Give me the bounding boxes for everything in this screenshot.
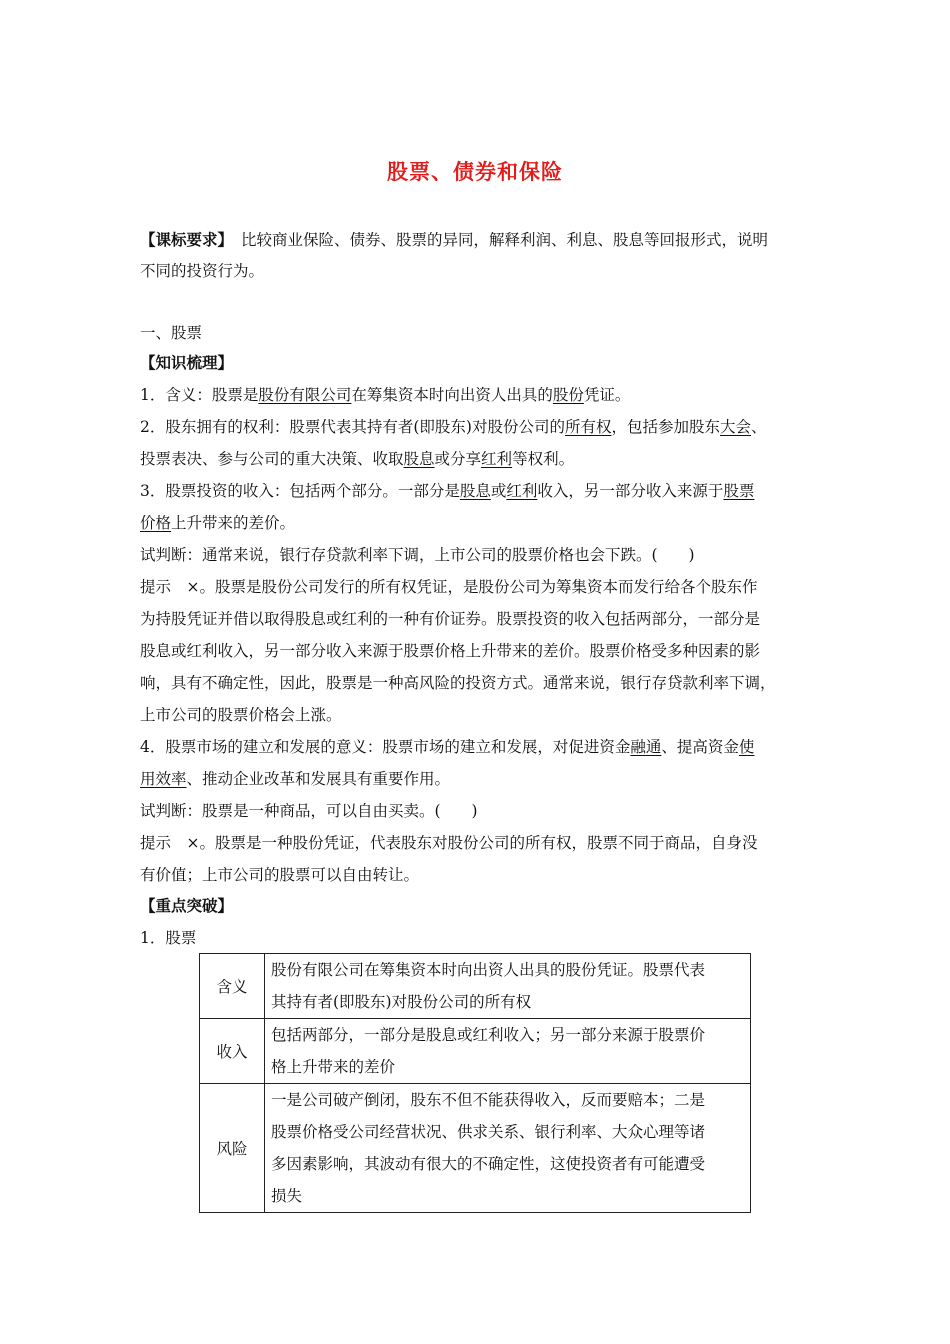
table-row: [200, 954, 751, 1019]
item-4-blank-2: 使: [738, 738, 755, 756]
hint-1-line-2: 为持股凭证并借以取得股息或红利的一种有价证券。股票投资的收入包括两部分，一部分是: [140, 610, 761, 628]
focus-heading: 【重点突破】: [140, 896, 234, 915]
requirement-label: 【课标要求】: [140, 230, 234, 249]
table-row: [200, 1019, 751, 1084]
item-3-text-a: 3．股票投资的收入：包括两个部分。一部分是: [140, 482, 460, 500]
item-2-text-f: 等权利。: [512, 450, 575, 468]
item-4-text-a: 4．股票市场的建立和发展的意义：股票市场的建立和发展，对促进资金: [140, 738, 631, 756]
item-4-text-c: 、推动企业改革和发展具有重要作用。: [186, 770, 451, 788]
item-3-blank-1: 股息: [459, 482, 491, 500]
item-2-text-d: 投票表决、参与公司的重大决策、收取: [140, 450, 404, 468]
item-3-line-1: [140, 481, 754, 501]
table-value-cell: [265, 1019, 751, 1084]
table-value-line: 股票价格受公司经营状况、供求关系、银行利率、大众心理等诸: [271, 1123, 706, 1141]
item-3-blank-2: 红利: [506, 482, 538, 500]
table-value-line: 其持有者(即股东)对股份公司的所有权: [271, 993, 532, 1011]
requirement-text-1: 比较商业保险、债券、股票的异同，解释利润、利息、股息等回报形式，说明: [241, 231, 769, 249]
item-4-line-1: [140, 737, 754, 757]
item-1-blank-2: 股份: [552, 386, 584, 404]
hint-2-line-1: 提示 ×。股票是一种股份凭证，代表股东对股份公司的所有权，股票不同于商品，自身没: [140, 834, 758, 852]
requirement-line-1: [140, 230, 768, 250]
item-4-blank-1: 融通: [630, 738, 662, 756]
table-value-line: 一是公司破产倒闭，股东不但不能获得收入，反而要赔本；二是: [271, 1091, 706, 1109]
table-value-line: 格上升带来的差价: [271, 1058, 396, 1076]
item-2-text-a: 2．股东拥有的权利：股票代表其持有者(即股东)对股份公司的: [140, 418, 565, 436]
table-value-line: 股份有限公司在筹集资本时向出资人出具的股份凭证。股票代表: [271, 961, 706, 979]
item-2-line-1: [140, 417, 767, 437]
table-value-line: 包括两部分，一部分是股息或红利收入；另一部分来源于股票价: [271, 1026, 706, 1044]
item-3-line-2: [140, 513, 295, 533]
table-value-line: 损失: [271, 1187, 303, 1205]
hint-1-line-3: 股息或红利收入，另一部分收入来源于股票价格上升带来的差价。股票价格受多种因素的影: [140, 642, 761, 660]
item-3-blank-3: 股票: [723, 482, 755, 500]
judge-2: 试判断：股票是一种商品，可以自由买卖。( ): [140, 802, 478, 820]
item-3-blank-4: 价格: [140, 514, 172, 532]
table-key-cell: 含义: [200, 954, 265, 1019]
table-key-cell: 收入: [200, 1019, 265, 1084]
item-1-text-a: 1．含义：股票是: [140, 386, 259, 404]
item-2-text-b: ，包括参加股东: [611, 418, 720, 436]
table-value-cell: [265, 954, 751, 1019]
item-2-text-e: 或分享: [434, 450, 482, 468]
item-2-blank-4: 红利: [481, 450, 513, 468]
focus-item-stocks: 1．股票: [140, 929, 197, 947]
item-2-blank-2: 大会: [720, 418, 752, 436]
hint-1-line-5: 上市公司的股票价格会上涨。: [140, 706, 342, 724]
item-4-text-b: 、提高资金: [661, 738, 739, 756]
item-2-blank-3: 股息: [403, 450, 435, 468]
item-3-text-d: 上升带来的差价。: [171, 514, 296, 532]
knowledge-heading: 【知识梳理】: [140, 353, 234, 372]
requirement-line-2: 不同的投资行为。: [140, 262, 265, 280]
judge-1: 试判断：通常来说，银行存贷款利率下调，上市公司的股票价格也会下跌。( ): [140, 546, 695, 564]
item-2-blank-1: 所有权: [564, 418, 612, 436]
item-3-text-b: 或: [490, 482, 507, 500]
section-heading-stocks: 一、股票: [140, 324, 203, 342]
item-3-text-c: 收入，另一部分收入来源于: [537, 482, 724, 500]
item-4-line-2: [140, 769, 450, 789]
table-row: [200, 1084, 751, 1213]
item-2-line-2: [140, 449, 574, 469]
item-1-blank-1: 股份有限公司: [258, 386, 352, 404]
item-1: [140, 385, 630, 405]
document-title: 股票、债券和保险: [387, 159, 563, 184]
hint-1-line-4: 响，具有不确定性，因此，股票是一种高风险的投资方式。通常来说，银行存贷款利率下调，: [140, 674, 776, 692]
item-1-text-b: 在筹集资本时向出资人出具的: [351, 386, 553, 404]
table-value-line: 多因素影响，其波动有很大的不确定性，这使投资者有可能遭受: [271, 1155, 706, 1173]
hint-1-line-1: 提示 ×。股票是股份公司发行的所有权凭证，是股份公司为筹集资本而发行给各个股东作: [140, 578, 758, 596]
stock-summary-table: [199, 953, 751, 1213]
hint-2-line-2: 有价值；上市公司的股票可以自由转让。: [140, 866, 420, 884]
table-value-cell: [265, 1084, 751, 1213]
table-key-cell: 风险: [200, 1084, 265, 1213]
item-4-blank-3: 用效率: [140, 770, 187, 788]
item-1-text-c: 凭证。: [583, 386, 631, 404]
item-2-text-c: 、: [751, 418, 767, 436]
